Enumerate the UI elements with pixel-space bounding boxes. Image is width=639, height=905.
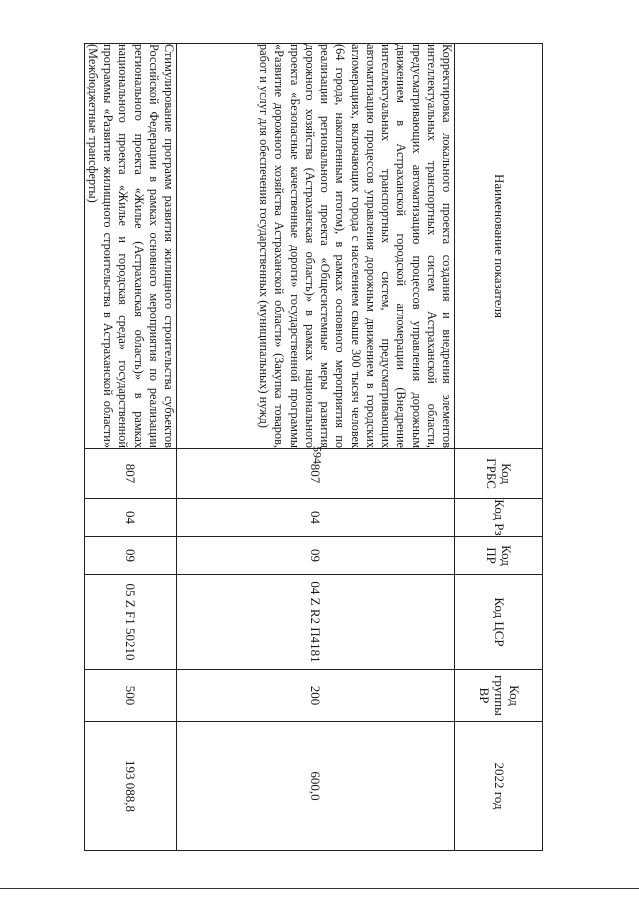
page-number: 594 [310, 446, 325, 464]
header-name: Наименование показателя [455, 44, 543, 449]
table-row [177, 44, 455, 851]
row-grbs: 807 [177, 449, 455, 499]
budget-table [84, 43, 543, 851]
row-year: 193 088,8 [84, 722, 176, 851]
header-pr: Код ПР [455, 537, 543, 575]
table-row [84, 44, 176, 851]
header-grbs: Код ГРБС [455, 449, 543, 499]
row-rz: 04 [84, 499, 176, 537]
row-grbs: 807 [84, 449, 176, 499]
table-header-row [455, 44, 543, 851]
row-year: 600,0 [177, 722, 455, 851]
row-vr: 500 [84, 670, 176, 722]
header-rz: Код Рз [455, 499, 543, 537]
bottom-divider [0, 888, 639, 889]
header-year: 2022 год [455, 722, 543, 851]
budget-table-rotated [85, 43, 543, 850]
header-vr: Код группы ВР [455, 670, 543, 722]
row-pr: 09 [177, 537, 455, 575]
row-name: Стимулирование программ развития жилищного строительства субъектов Российской Федерации в рамках основного мероприятия по реализации регионального проекта «Жилье (Астраханская область)» в рамках национального проекта «Жилье и городская среда» государственной программы «Развитие жилищного строительства в Астраханской области» (Межбюджетные трансферты) [85, 44, 176, 448]
row-csr: 04 Z R2 П4181 [177, 575, 455, 670]
header-csr: Код ЦСР [455, 575, 543, 670]
row-name: Корректировка локального проекта создания и внедрения элементов интеллектуальных транспортных систем Астраханской области, предусматривающих автоматизацию процессов управления дорожным движением в Астраханской городской агломерации (Внедрение интеллектуальных транспортных систем, предусматривающих автоматизацию процессов управления дорожным движением в городских агломерациях, включающих города с населением свыше 300 тысяч человек (64 города, накопленным итогом), в рамках основного мероприятия по реализации регионального проекта «Общесистемные меры развития дорожного хозяйства (Астраханская область)» в рамках национального проекта «Безопасные качественные дороги» государственной программы «Развитие дорожного хозяйства Астраханской области» (Закупка товаров, работ и услуг для обеспечения государственных (муниципальных) нужд) [177, 44, 455, 449]
row-vr: 200 [177, 670, 455, 722]
row-csr: 05 Z F1 50210 [84, 575, 176, 670]
row-rz: 04 [177, 499, 455, 537]
row-pr: 09 [84, 537, 176, 575]
